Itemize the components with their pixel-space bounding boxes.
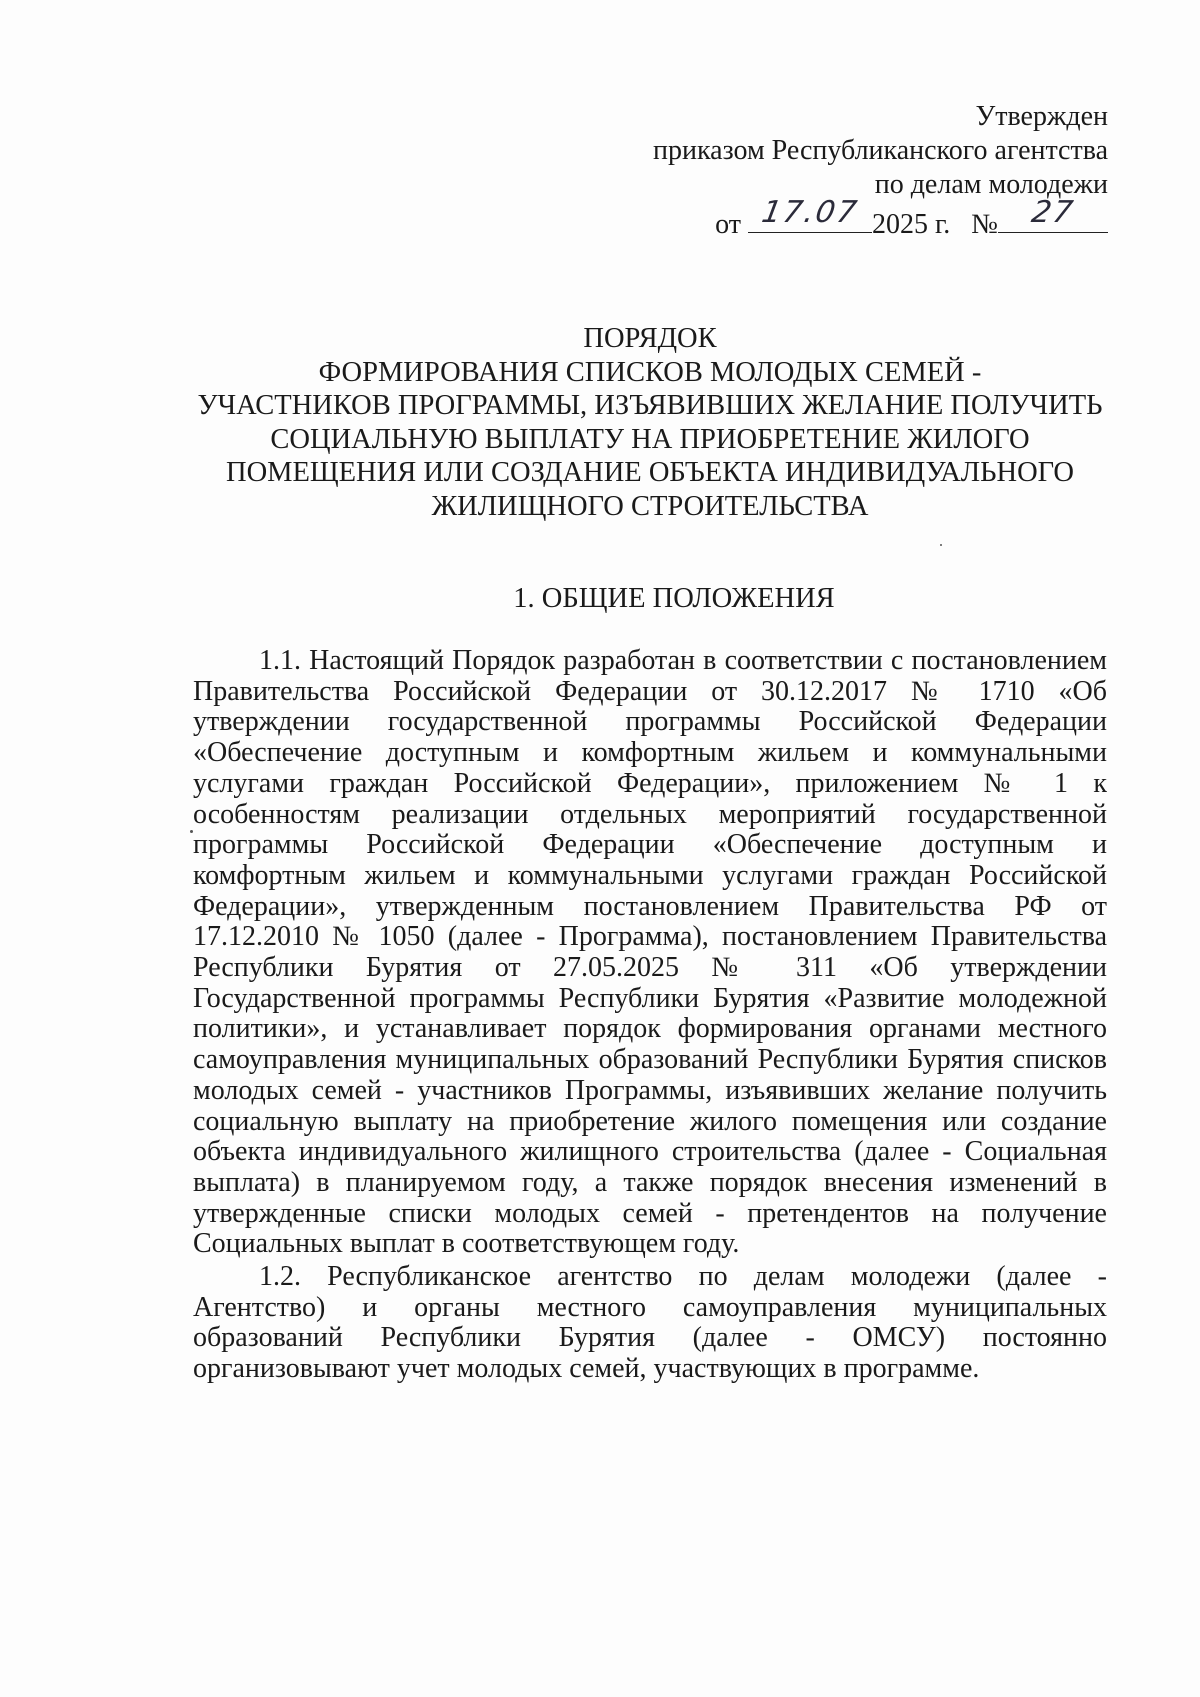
date-field <box>748 195 872 233</box>
paragraph-1-1: 1.1. Настоящий Порядок разработан в соответствии с постановлением Правительства Российской Федерации от 30.12.2017 № 1710 «Об утверждении государственной программы Российской Федерации «Обеспечение доступным и комфортным жильем и коммунальными услугами граждан Российской Федерации», приложением № 1 к особенностям реализации отдельных мероприятий государственной программы Российской Федерации «Обеспечение доступным и комфортным жильем и коммунальными услугами граждан Российской Федерации», утвержденным постановлением Правительства РФ от 17.12.2010 № 1050 (далее - Программа), постановлением Правительства Республики Бурятия от 27.05.2025 № 311 «Об утверждении Государственной программы Республики Бурятия «Развитие молодежной политики», и устанавливает порядок формирования органами местного самоуправления муниципальных образований Республики Бурятия списков молодых семей - участников Программы, изъявивших желание получить социальную выплату на приобретение жилого помещения или создание объекта индивидуального жилищного строительства (далее - Социальная выплата) в планируемом году, а также порядок внесения изменений в утвержденные списки молодых семей - претендентов на получение Социальных выплат в соответствующем году. <box>193 645 1107 1260</box>
scan-speck <box>940 544 942 546</box>
title-line: ФОРМИРОВАНИЯ СПИСКОВ МОЛОДЫХ СЕМЕЙ - <box>318 356 982 388</box>
number-field <box>998 195 1108 233</box>
approval-block <box>653 100 1108 242</box>
title-line: ЖИЛИЩНОГО СТРОИТЕЛЬСТВА <box>431 490 869 522</box>
title-line: СОЦИАЛЬНУЮ ВЫПЛАТУ НА ПРИОБРЕТЕНИЕ ЖИЛОГО <box>270 423 1030 455</box>
title-line: ПОМЕЩЕНИЯ ИЛИ СОЗДАНИЕ ОБЪЕКТА ИНДИВИДУАЛЬНОГО <box>225 457 1075 488</box>
date-prefix: от <box>715 209 741 240</box>
scan-speck <box>190 830 193 833</box>
document-title <box>0 322 1200 523</box>
title-line: УЧАСТНИКОВ ПРОГРАММЫ, ИЗЪЯВИВШИХ ЖЕЛАНИЕ ПОЛУЧИТЬ <box>197 390 1103 421</box>
approval-line-1: Утвержден <box>975 101 1108 132</box>
document-body <box>193 646 1107 1385</box>
section-heading: 1. ОБЩИЕ ПОЛОЖЕНИЯ <box>513 583 835 614</box>
paragraph-1-2: 1.2. Республиканское агентство по делам молодежи (далее - Агентство) и органы местного самоуправления муниципальных образований Республики Бурятия (далее - ОМСУ) постоянно организовывают учет молодых семей, участвующих в программе. <box>193 1261 1107 1385</box>
number-handwritten: 27 <box>1028 195 1078 230</box>
approval-date-line <box>653 195 1108 242</box>
date-handwritten: 17.07 <box>759 195 862 230</box>
title-line: ПОРЯДОК <box>583 323 717 354</box>
year-text: 2025 г. <box>871 209 951 240</box>
approval-line-2: приказом Республиканского агентства <box>653 135 1108 166</box>
number-sign: № <box>971 209 998 240</box>
approval-line-3: по делам молодежи <box>874 169 1108 200</box>
